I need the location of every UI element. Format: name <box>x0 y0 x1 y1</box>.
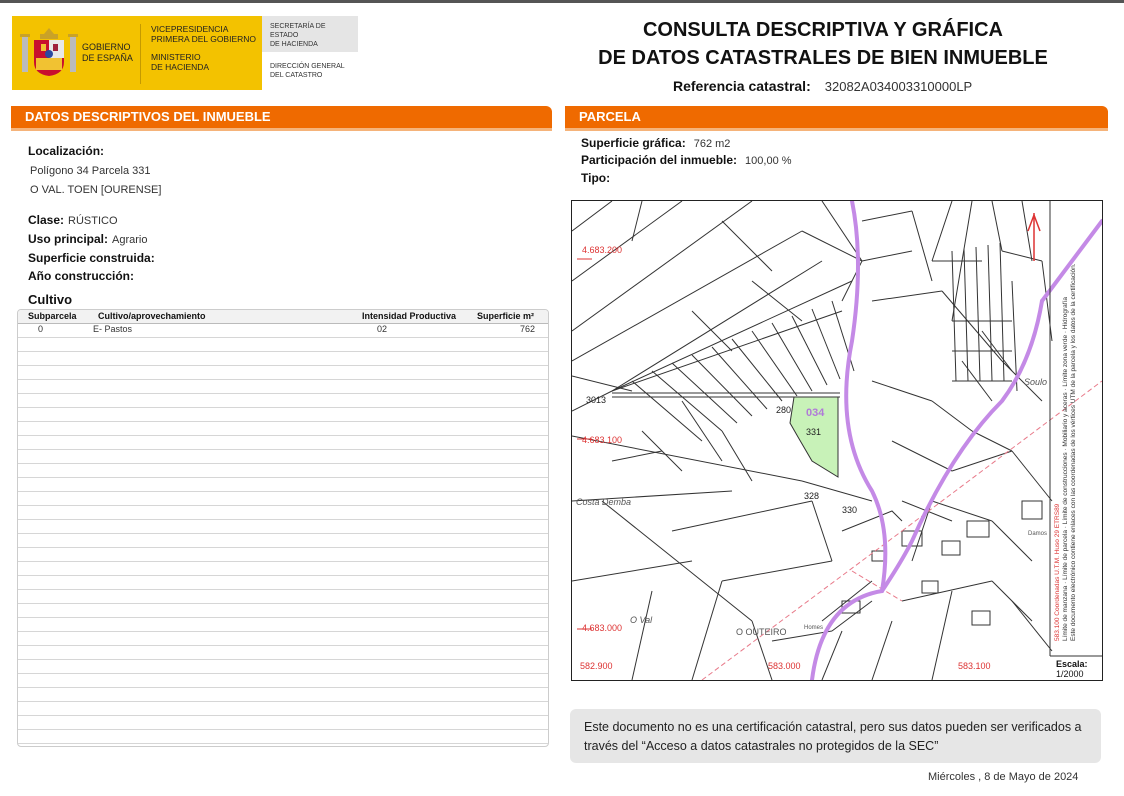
place-label: O OUTEIRO <box>736 627 787 637</box>
participacion-field: Participación del inmueble: 100,00 % <box>581 153 792 167</box>
table-row-separator <box>18 687 548 688</box>
section-header-datos: DATOS DESCRIPTIVOS DEL INMUEBLE <box>11 106 552 128</box>
poligono-label: 034 <box>806 407 825 419</box>
cultivo-heading: Cultivo <box>28 292 73 307</box>
cell-cultivo: E- Pastos <box>93 324 133 334</box>
table-row-separator <box>18 491 548 492</box>
coat-of-arms-icon <box>20 24 78 82</box>
cell-superficie: 762 <box>520 324 536 334</box>
superficie-construida-field: Superficie construida: <box>28 251 155 265</box>
table-row-separator <box>18 477 548 478</box>
table-row-separator <box>18 547 548 548</box>
localizacion-label: Localización: <box>28 144 105 158</box>
table-row-separator <box>18 659 548 660</box>
coord-x-label: 583.000 <box>768 661 801 671</box>
table-row-separator <box>18 603 548 604</box>
table-row-separator <box>18 505 548 506</box>
secretaria-block: SECRETARÍA DE ESTADO DE HACIENDA DIRECCIÓN GENERAL DEL CATASTRO <box>262 16 358 90</box>
table-row-separator <box>18 673 548 674</box>
scale-value: 1/2000 <box>1056 669 1084 679</box>
table-row-separator <box>18 645 548 646</box>
tipo-field: Tipo: <box>581 171 611 185</box>
top-border <box>0 0 1124 3</box>
section-header-underline <box>11 128 552 131</box>
coord-x-label: 582.900 <box>580 661 613 671</box>
document-date: Miércoles , 8 de Mayo de 2024 <box>928 771 1079 783</box>
table-row-separator <box>18 407 548 408</box>
place-label: Soulo <box>1024 377 1048 387</box>
table-row-separator <box>18 589 548 590</box>
uso-field: Uso principal: Agrario <box>28 232 148 246</box>
disclaimer-note: Este documento no es una certificación catastral, pero sus datos pueden ser verificados a través del “Acceso a datos catastrales no protegidos de la SEC” <box>570 709 1101 763</box>
map-drawing <box>572 201 1102 680</box>
table-row-separator <box>18 743 548 744</box>
localizacion-line2: O VAL. TOEN [OURENSE] <box>30 184 162 196</box>
table-row-separator <box>18 561 548 562</box>
superficie-grafica-field: Superficie gráfica: 762 m2 <box>581 136 731 150</box>
col-header-superficie: Superficie m² <box>477 311 535 321</box>
parcel-label: 280 <box>776 405 792 415</box>
document-title: CONSULTA DESCRIPTIVA Y GRÁFICA DE DATOS CATASTRALES DE BIEN INMUEBLE <box>598 19 1048 69</box>
coord-x-label: 583.100 <box>958 661 991 671</box>
col-header-intensidad: Intensidad Productiva <box>362 311 457 321</box>
localizacion-line1: Polígono 34 Parcela 331 <box>30 165 151 177</box>
map-legend: 583.100 Coordenadas U.T.M. Huso 29 ETRS89 Límite de manzana · Límite de parcela · Límite de construcciones · Mobiliario y aceras · Límite zona verde · Hidrografía Este documento electrónico contiene enlaces con las coordenadas de los vértices UTM de la parcela y los datos de la certificación. <box>1054 263 1077 641</box>
anio-construccion-field: Año construcción: <box>28 269 135 283</box>
clase-field: Clase: RÚSTICO <box>28 213 118 227</box>
parcel-label: 3013 <box>586 395 607 405</box>
table-row-separator <box>18 631 548 632</box>
table-row-separator <box>18 365 548 366</box>
coord-y-label: 4.683.200 <box>582 245 623 255</box>
government-logo <box>12 16 262 90</box>
table-row-separator <box>18 393 548 394</box>
table-row-separator <box>18 449 548 450</box>
table-row-separator <box>18 463 548 464</box>
col-header-subparcela: Subparcela <box>28 311 77 321</box>
cadastral-map <box>571 200 1103 681</box>
table-row-separator <box>18 729 548 730</box>
table-row-separator <box>18 715 548 716</box>
parcel-label: 330 <box>842 505 858 515</box>
table-row-separator <box>18 435 548 436</box>
table-row-separator <box>18 575 548 576</box>
cell-subparcela: 0 <box>38 324 44 334</box>
gobierno-label: GOBIERNO DE ESPAÑA <box>82 42 133 63</box>
table-row-separator <box>18 337 548 338</box>
col-header-cultivo: Cultivo/aprovechamiento <box>98 311 206 321</box>
table-row-separator <box>18 351 548 352</box>
cadastral-reference: Referencia catastral: 32082A034003310000LP <box>673 78 973 94</box>
coord-y-label: 4.683.000 <box>582 623 623 633</box>
place-label: O Val <box>630 615 653 625</box>
cultivo-table <box>17 309 549 747</box>
table-row-separator <box>18 617 548 618</box>
parcel-label: 331 <box>806 427 822 437</box>
scale-label: Escala: <box>1056 659 1088 669</box>
parcel-label: 328 <box>804 491 820 501</box>
table-row-separator <box>18 533 548 534</box>
cell-intensidad: 02 <box>377 324 388 334</box>
table-row-separator <box>18 519 548 520</box>
place-label: Homes <box>804 625 824 631</box>
place-label: Damos <box>1028 531 1048 537</box>
table-row-separator <box>18 379 548 380</box>
section-header-underline <box>565 128 1108 131</box>
section-header-parcela: PARCELA <box>565 106 1108 128</box>
coord-y-label: 4.683.100 <box>582 435 623 445</box>
ministry-label: VICEPRESIDENCIA PRIMERA DEL GOBIERNO MINISTERIO DE HACIENDA <box>140 24 256 84</box>
table-row-separator <box>18 421 548 422</box>
place-label: Costa Demba <box>576 497 632 507</box>
table-row-separator <box>18 701 548 702</box>
